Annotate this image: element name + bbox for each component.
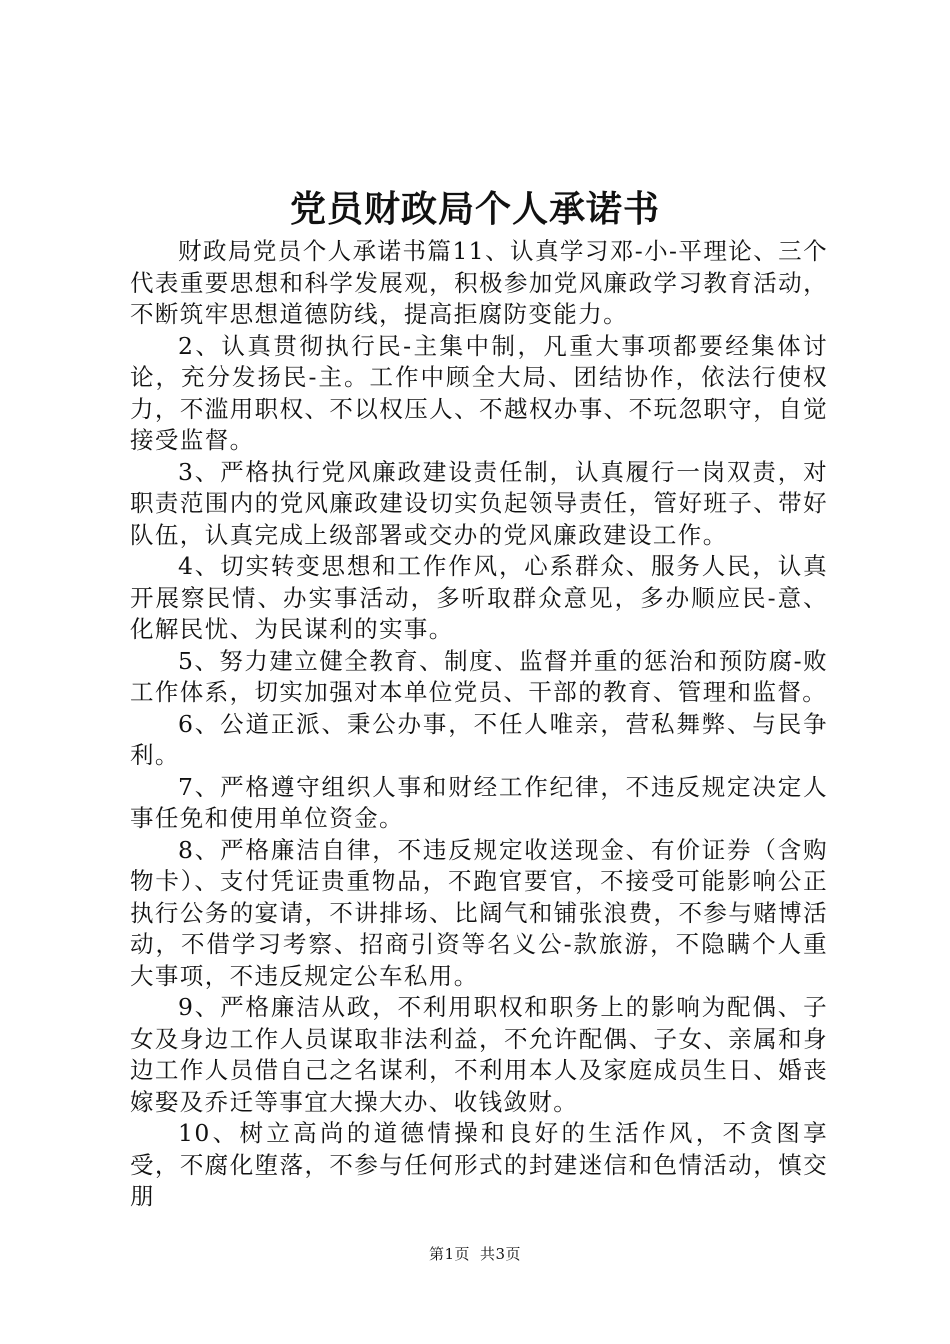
paragraph-6: 6、公道正派、秉公办事，不任人唯亲，营私舞弊、与民争利。	[130, 709, 828, 769]
page-title: 党员财政局个人承诺书	[289, 188, 660, 230]
paragraph-8: 8、严格廉洁自律，不违反规定收送现金、有价证券（含购物卡）、支付凭证贵重物品，不跑官要官，不接受可能影响公正执行公务的宴请，不讲排场、比阔气和铺张浪费，不参与赌博活动，不借学习考察、招商引资等名义公-款旅游，不隐瞒个人重大事项，不违反规定公车私用。	[130, 835, 828, 990]
page-footer	[0, 1244, 950, 1264]
paragraph-10: 10、树立高尚的道德情操和良好的生活作风，不贪图享受，不腐化堕落，不参与任何形式的封建迷信和色情活动，慎交朋	[130, 1119, 828, 1210]
paragraph-1: 财政局党员个人承诺书篇11、认真学习邓-小-平理论、三个代表重要思想和科学发展观，积极参加党风廉政学习教育活动，不断筑牢思想道德防线，提高拒腐防变能力。	[130, 237, 828, 328]
paragraph-3: 3、严格执行党风廉政建设责任制，认真履行一岗双责，对职责范围内的党风廉政建设切实负起领导责任，管好班子、带好队伍，认真完成上级部署或交办的党风廉政建设工作。	[130, 457, 828, 549]
page-number: 第1页	[428, 1245, 470, 1263]
paragraph-7: 7、严格遵守组织人事和财经工作纪律，不违反规定决定人事任免和使用单位资金。	[130, 772, 828, 832]
paragraph-9: 9、严格廉洁从政，不利用职权和职务上的影响为配偶、子女及身边工作人员谋取非法利益，不允许配偶、子女、亲属和身边工作人员借自己之名谋利，不利用本人及家庭成员生日、婚丧嫁娶及乔迁等事宜大操大办、收钱敛财。	[130, 993, 828, 1116]
paragraph-4: 4、切实转变思想和工作作风，心系群众、服务人民，认真开展察民情、办实事活动，多听取群众意见，多办顺应民-意、化解民忧、为民谋利的实事。	[130, 552, 828, 643]
page-total: 共3页	[480, 1245, 522, 1263]
paragraph-5: 5、努力建立健全教育、制度、监督并重的惩治和预防腐-败工作体系，切实加强对本单位党员、干部的教育、管理和监督。	[130, 646, 828, 706]
paragraph-2: 2、认真贯彻执行民-主集中制，凡重大事项都要经集体讨论，充分发扬民-主。工作中顾全大局、团结协作，依法行使权力，不滥用职权、不以权压人、不越权办事、不玩忽职守，自觉接受监督。	[130, 331, 828, 454]
document-body	[130, 236, 828, 1213]
